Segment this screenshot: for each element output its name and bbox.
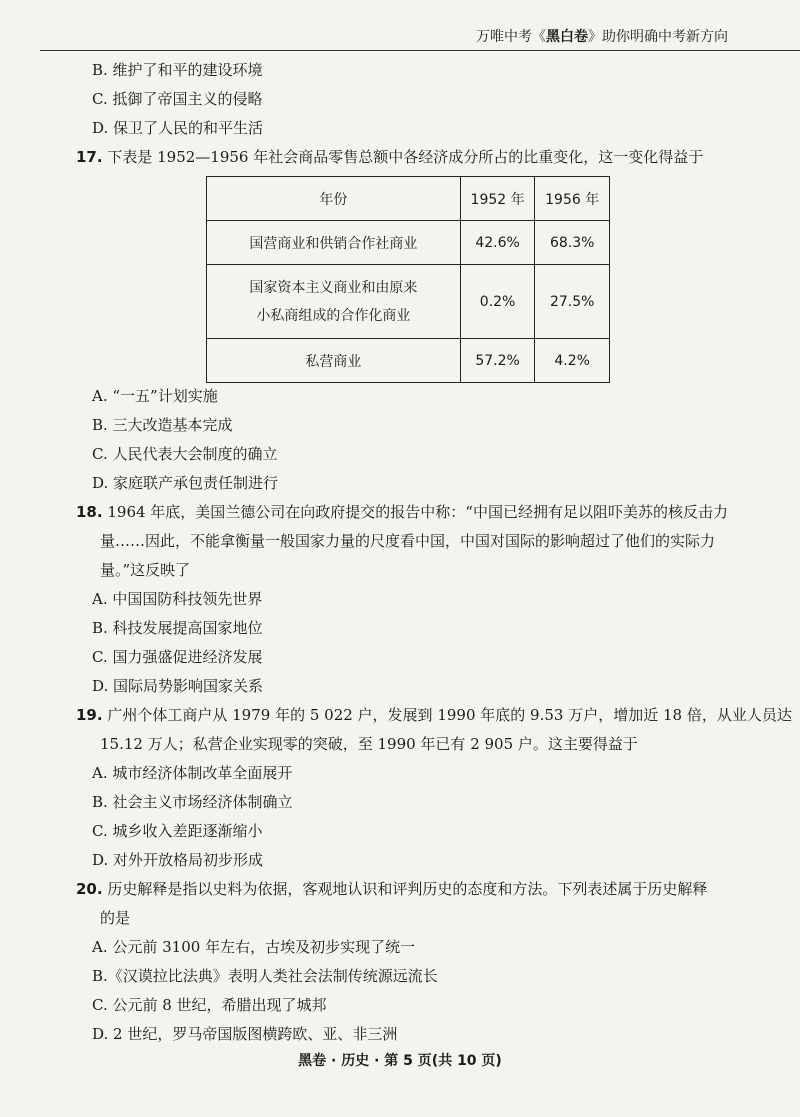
header-brand: 黑白卷 (546, 29, 588, 45)
q19-number: 19. (76, 706, 103, 724)
header-suffix: 》助你明确中考新方向 (588, 29, 728, 45)
table-row (207, 221, 610, 265)
table-row-label: 国营商业和供销合作社商业 (207, 221, 461, 265)
q17-option-d[interactable]: D. 家庭联产承包责任制进行 (92, 474, 279, 492)
q19-option-c[interactable]: C. 城乡收入差距逐渐缩小 (92, 822, 263, 840)
q17-stem (76, 147, 703, 167)
header-prefix: 万唯中考《 (476, 29, 546, 45)
header-rule (40, 50, 800, 51)
table-row-label-line: 小私商组成的合作化商业 (256, 307, 411, 324)
q18-option-b[interactable]: B. 科技发展提高国家地位 (92, 619, 263, 637)
table-row-label (207, 265, 461, 339)
table-cell-1952: 57.2% (460, 339, 535, 383)
table-header-1956: 1956 年 (535, 177, 610, 221)
table-header-1952: 1952 年 (460, 177, 535, 221)
q18-text: 1964 年底，美国兰德公司在向政府提交的报告中称：“中国已经拥有足以阻吓美苏的核反击力 (107, 503, 728, 521)
q18-stem-line-1 (76, 502, 728, 522)
q20-text: 历史解释是指以史料为依据，客观地认识和评判历史的态度和方法。下列表述属于历史解释 (107, 880, 708, 898)
q17-option-b[interactable]: B. 三大改造基本完成 (92, 416, 233, 434)
table-cell-1952: 0.2% (460, 265, 535, 339)
q20-option-c[interactable]: C. 公元前 8 世纪，希腊出现了城邦 (92, 996, 327, 1014)
q20-option-a[interactable]: A. 公元前 3100 年左右，古埃及初步实现了统一 (92, 938, 416, 956)
q19-stem-line-1 (76, 705, 792, 725)
q18-stem-line-3: 量。”这反映了 (100, 561, 191, 579)
table-cell-1956: 68.3% (535, 221, 610, 265)
page-header (476, 26, 728, 46)
q17-table (206, 176, 610, 383)
q17-number: 17. (76, 148, 103, 166)
page-footer: 黑卷 · 历史 · 第 5 页(共 10 页) (298, 1053, 502, 1069)
q19-option-b[interactable]: B. 社会主义市场经济体制确立 (92, 793, 293, 811)
q16-option-d[interactable]: D. 保卫了人民的和平生活 (92, 119, 264, 137)
q17-option-a[interactable]: A. “一五”计划实施 (92, 387, 218, 405)
q19-stem-line-2: 15.12 万人；私营企业实现零的突破，至 1990 年已有 2 905 户。这主要得益于 (100, 735, 638, 753)
q20-stem-line-1 (76, 879, 707, 899)
q19-text: 广州个体工商户从 1979 年的 5 022 户，发展到 1990 年底的 9.53 万户，增加近 18 倍，从业人员达 (107, 706, 792, 724)
table-row-label-line: 国家资本主义商业和由原来 (249, 279, 418, 296)
q17-stem-text: 下表是 1952—1956 年社会商品零售总额中各经济成分所占的比重变化，这一变化得益于 (107, 148, 704, 166)
q19-option-a[interactable]: A. 城市经济体制改革全面展开 (92, 764, 293, 782)
table-header-year: 年份 (207, 177, 461, 221)
table-row (207, 339, 610, 383)
q18-option-d[interactable]: D. 国际局势影响国家关系 (92, 677, 264, 695)
table-row-label: 私营商业 (207, 339, 461, 383)
q18-option-c[interactable]: C. 国力强盛促进经济发展 (92, 648, 263, 666)
q18-stem-line-2: 量……因此，不能拿衡量一般国家力量的尺度看中国，中国对国际的影响超过了他们的实际力 (100, 532, 716, 550)
q20-option-d[interactable]: D. 2 世纪，罗马帝国版图横跨欧、亚、非三洲 (92, 1025, 398, 1043)
table-cell-1952: 42.6% (460, 221, 535, 265)
q20-option-b[interactable]: B.《汉谟拉比法典》表明人类社会法制传统源远流长 (92, 967, 438, 985)
q16-option-b[interactable]: B. 维护了和平的建设环境 (92, 61, 263, 79)
table-cell-1956: 4.2% (535, 339, 610, 383)
table-row (207, 265, 610, 339)
q20-stem-line-2: 的是 (100, 909, 131, 927)
q17-option-c[interactable]: C. 人民代表大会制度的确立 (92, 445, 278, 463)
q16-option-c[interactable]: C. 抵御了帝国主义的侵略 (92, 90, 263, 108)
table-header-row (207, 177, 610, 221)
q18-option-a[interactable]: A. 中国国防科技领先世界 (92, 590, 263, 608)
q19-option-d[interactable]: D. 对外开放格局初步形成 (92, 851, 264, 869)
table-cell-1956: 27.5% (535, 265, 610, 339)
q20-number: 20. (76, 880, 103, 898)
q18-number: 18. (76, 503, 103, 521)
